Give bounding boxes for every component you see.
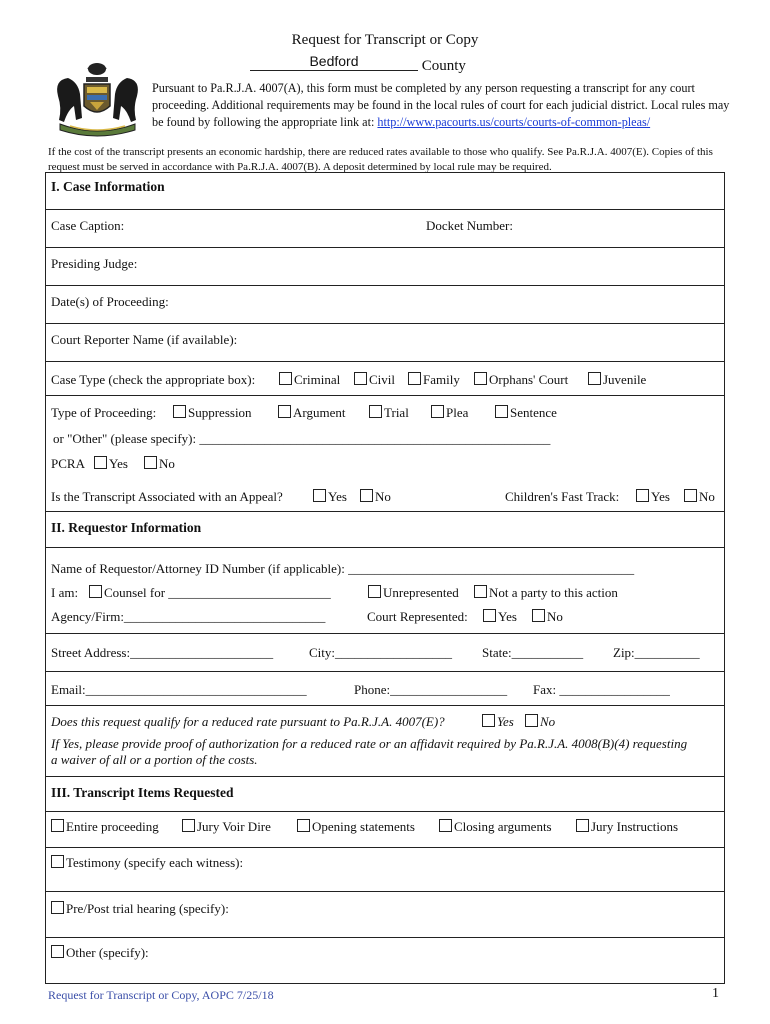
local-rules-link[interactable]: http://www.pacourts.us/courts/courts-of-common-pleas/ <box>377 115 651 129</box>
option-label: Yes <box>109 456 128 471</box>
fast-track-no[interactable] <box>684 489 715 505</box>
court-represented-no[interactable] <box>532 609 563 625</box>
option-label: No <box>699 489 715 504</box>
option-label: No <box>540 714 556 729</box>
checkbox-icon[interactable] <box>368 585 381 598</box>
appeal-yes[interactable] <box>313 489 347 505</box>
not-party-option[interactable] <box>474 585 618 601</box>
county-label: County <box>421 58 466 74</box>
option-label: Juvenile <box>603 372 647 387</box>
checkbox-icon[interactable] <box>182 819 195 832</box>
checkbox-icon[interactable] <box>532 609 545 622</box>
pcra-label: PCRA <box>51 456 85 471</box>
counsel-for-option[interactable] <box>89 585 331 601</box>
item-jury-instructions[interactable] <box>576 819 678 835</box>
checkbox-icon[interactable] <box>313 489 326 502</box>
option-label: Jury Instructions <box>591 819 679 834</box>
option-label: Criminal <box>294 372 341 387</box>
unrepresented-option[interactable] <box>368 585 459 601</box>
checkbox-icon[interactable] <box>51 901 64 914</box>
pcra-yes[interactable] <box>94 456 128 472</box>
checkbox-icon[interactable] <box>51 855 64 868</box>
city-field[interactable]: City:__________________ <box>309 645 453 660</box>
checkbox-icon[interactable] <box>588 372 601 385</box>
option-label: Argument <box>293 405 346 420</box>
proceeding-trial[interactable] <box>369 405 409 421</box>
option-label: Yes <box>651 489 670 504</box>
option-label: Family <box>423 372 460 387</box>
checkbox-icon[interactable] <box>431 405 444 418</box>
checkbox-icon[interactable] <box>360 489 373 502</box>
docket-number-field[interactable]: Docket Number: <box>426 218 514 233</box>
cost-note: If the cost of the transcript presents an economic hardship, there are reduced rates available to those who qualify. See Pa.R.J.A. 4007(E). Copies of this request must be served in accordance with Pa.R.J.A. 4007(B). A deposit determined by local rule may be required. <box>48 146 713 173</box>
section-requestor-information-heading: II. Requestor Information <box>51 520 202 535</box>
form-frame <box>45 172 725 984</box>
item-closing-arguments[interactable] <box>439 819 552 835</box>
other-proceeding-field[interactable]: or "Other" (please specify): ______________________________________________________ <box>53 431 551 446</box>
option-label: Civil <box>369 372 396 387</box>
item-entire-proceeding[interactable] <box>51 819 159 835</box>
phone-field[interactable]: Phone:__________________ <box>354 682 508 697</box>
reduced-rate-question: Does this request qualify for a reduced rate pursuant to Pa.R.J.A. 4007(E)? <box>51 714 445 729</box>
option-label: Closing arguments <box>454 819 552 834</box>
pcra-no[interactable] <box>144 456 175 472</box>
checkbox-icon[interactable] <box>144 456 157 469</box>
option-label: Suppression <box>188 405 252 420</box>
option-label: Orphans' Court <box>489 372 569 387</box>
requestor-name-field[interactable]: Name of Requestor/Attorney ID Number (if applicable): ____________________________________________ <box>51 561 635 576</box>
i-am-label: I am: <box>51 585 79 600</box>
presiding-judge-field[interactable]: Presiding Judge: <box>51 256 138 271</box>
checkbox-icon[interactable] <box>354 372 367 385</box>
option-label: Yes <box>328 489 347 504</box>
intro-text: Pursuant to Pa.R.J.A. 4007(A), this form must be completed by any person requesting a transcript for any court proceeding. Additional requirements may be found in the local rules of court for each judicial district. Local rules may be found by following the appropriate link at: <box>152 81 730 129</box>
case-type-label: Case Type (check the appropriate box): <box>51 372 256 387</box>
item-pre-post-trial[interactable] <box>51 901 229 917</box>
form-title: Request for Transcript or Copy <box>291 32 479 48</box>
checkbox-icon[interactable] <box>483 609 496 622</box>
option-label: Pre/Post trial hearing (specify): <box>66 901 229 916</box>
option-label: Unrepresented <box>383 585 459 600</box>
checkbox-icon[interactable] <box>173 405 186 418</box>
option-label: Yes <box>497 714 514 729</box>
email-field[interactable]: Email:__________________________________ <box>51 682 307 697</box>
proceeding-argument[interactable] <box>278 405 345 421</box>
zip-field[interactable]: Zip:__________ <box>613 645 700 660</box>
option-label: Yes <box>498 609 517 624</box>
option-label: Counsel for _________________________ <box>104 585 331 600</box>
state-field[interactable]: State:___________ <box>482 645 584 660</box>
item-other[interactable] <box>51 945 149 961</box>
intro-paragraph <box>152 80 732 131</box>
checkbox-icon[interactable] <box>297 819 310 832</box>
checkbox-icon[interactable] <box>51 819 64 832</box>
dates-of-proceeding-field[interactable]: Date(s) of Proceeding: <box>51 294 169 309</box>
checkbox-icon[interactable] <box>482 714 495 727</box>
checkbox-icon[interactable] <box>636 489 649 502</box>
court-represented-yes[interactable] <box>483 609 517 625</box>
section-case-information-heading: I. Case Information <box>51 179 165 194</box>
proceeding-plea[interactable] <box>431 405 468 421</box>
checkbox-icon[interactable] <box>495 405 508 418</box>
footer-form-id: Request for Transcript or Copy, AOPC 7/25/18 <box>48 988 274 1002</box>
proceeding-suppression[interactable] <box>173 405 252 421</box>
appeal-no[interactable] <box>360 489 391 505</box>
checkbox-icon[interactable] <box>439 819 452 832</box>
option-label: Other (specify): <box>66 945 149 960</box>
option-label: Sentence <box>510 405 557 420</box>
option-label: Testimony (specify each witness): <box>66 855 244 870</box>
section-transcript-items-heading: III. Transcript Items Requested <box>51 785 234 800</box>
checkbox-icon[interactable] <box>408 372 421 385</box>
fast-track-yes[interactable] <box>636 489 670 505</box>
street-address-field[interactable]: Street Address:______________________ <box>51 645 274 660</box>
case-caption-field[interactable]: Case Caption: <box>51 218 125 233</box>
proceeding-type-label: Type of Proceeding: <box>51 405 157 420</box>
checkbox-icon[interactable] <box>89 585 102 598</box>
proceeding-sentence[interactable] <box>495 405 557 421</box>
checkbox-icon[interactable] <box>279 372 292 385</box>
checkbox-icon[interactable] <box>474 372 487 385</box>
checkbox-icon[interactable] <box>474 585 487 598</box>
page-number: 1 <box>712 986 719 1001</box>
option-label: Trial <box>384 405 409 420</box>
option-label: Opening statements <box>312 819 415 834</box>
case-type-criminal[interactable] <box>279 372 340 388</box>
checkbox-icon[interactable] <box>278 405 291 418</box>
option-label: Entire proceeding <box>66 819 159 834</box>
court-represented-label: Court Represented: <box>367 609 468 624</box>
appeal-label: Is the Transcript Associated with an Appeal? <box>51 489 283 504</box>
option-label: Plea <box>446 405 469 420</box>
item-jury-voir-dire[interactable] <box>182 819 271 835</box>
option-label: No <box>159 456 175 471</box>
checkbox-icon[interactable] <box>576 819 589 832</box>
case-type-civil[interactable] <box>354 372 395 388</box>
checkbox-icon[interactable] <box>684 489 697 502</box>
fax-field[interactable]: Fax: _________________ <box>533 682 670 697</box>
reduced-rate-yes[interactable] <box>482 714 514 730</box>
case-type-family[interactable] <box>408 372 460 388</box>
agency-field[interactable]: Agency/Firm:_______________________________ <box>51 609 326 624</box>
option-label: Not a party to this action <box>489 585 618 600</box>
option-label: No <box>375 489 391 504</box>
county-line <box>250 53 466 75</box>
reduced-rate-note: If Yes, please provide proof of authorization for a reduced rate or an affidavit required by Pa.R.J.A. 4008(B)(4) requesting a waiver of all or a portion of the costs. <box>51 736 688 767</box>
option-label: Jury Voir Dire <box>197 819 271 834</box>
county-input[interactable]: Bedford <box>250 53 418 71</box>
reduced-rate-no[interactable] <box>525 714 555 730</box>
pennsylvania-seal-icon <box>50 60 145 138</box>
item-testimony[interactable] <box>51 855 243 871</box>
case-type-orphans-court[interactable] <box>474 372 568 388</box>
checkbox-icon[interactable] <box>94 456 107 469</box>
checkbox-icon[interactable] <box>525 714 538 727</box>
court-reporter-field[interactable]: Court Reporter Name (if available): <box>51 332 238 347</box>
case-type-juvenile[interactable] <box>588 372 646 388</box>
checkbox-icon[interactable] <box>369 405 382 418</box>
fast-track-label: Children's Fast Track: <box>505 489 620 504</box>
item-opening-statements[interactable] <box>297 819 415 835</box>
option-label: No <box>547 609 563 624</box>
checkbox-icon[interactable] <box>51 945 64 958</box>
